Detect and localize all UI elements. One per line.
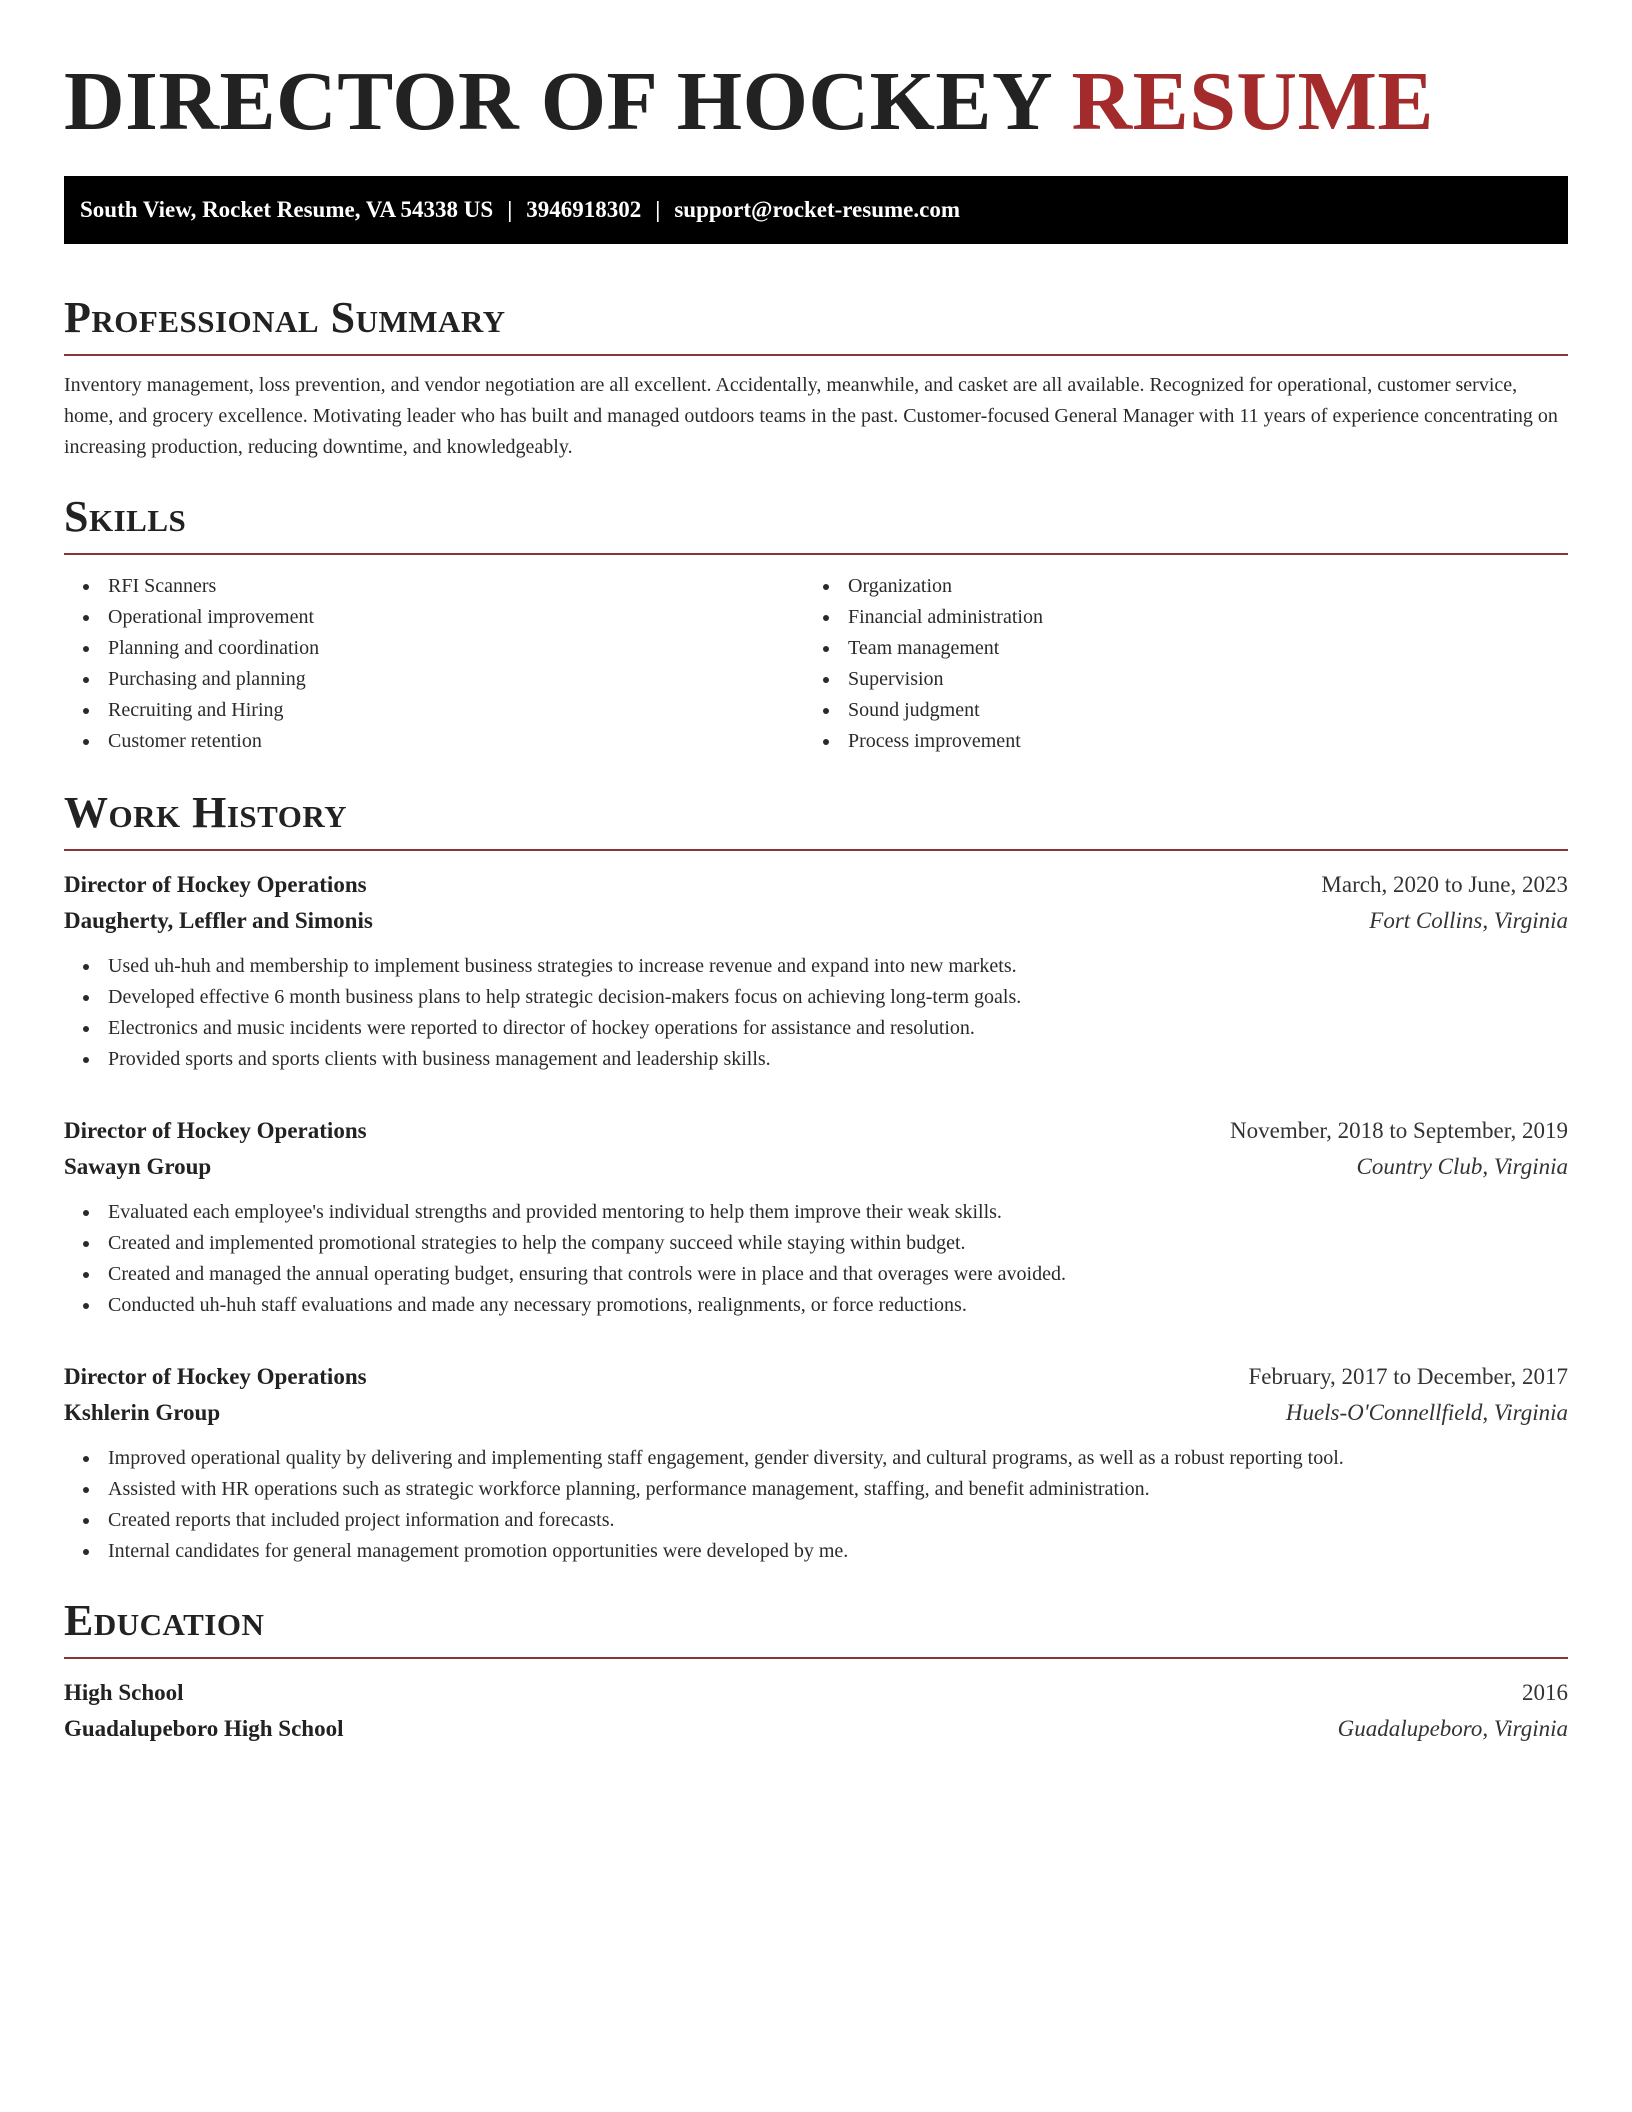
job-bullet: Provided sports and sports clients with business management and leadership skills. (64, 1044, 1568, 1075)
contact-address: South View, Rocket Resume, VA 54338 US (80, 197, 494, 222)
job-bullets (64, 1443, 1568, 1567)
job-company-row (64, 1149, 1568, 1185)
job-company-row (64, 903, 1568, 939)
education-heading: Education (64, 1596, 265, 1645)
skills-list (64, 571, 1568, 757)
job-bullets (64, 1197, 1568, 1321)
job-bullet: Electronics and music incidents were reported to director of hockey operations for assistance and resolution. (64, 1013, 1568, 1044)
job-bullet: Assisted with HR operations such as strategic workforce planning, performance management, staffing, and benefit administration. (64, 1474, 1568, 1505)
job-bullet: Created and implemented promotional strategies to help the company succeed while staying within budget. (64, 1228, 1568, 1259)
education-degree: High School (64, 1680, 184, 1705)
job-title: Director of Hockey Operations (64, 872, 367, 897)
contact-separator: | (655, 197, 661, 222)
job-header-row (64, 1359, 1568, 1395)
education-school: Guadalupeboro High School (64, 1716, 344, 1741)
skill-item: Team management (804, 633, 1544, 664)
skills-heading: Skills (64, 492, 187, 541)
education-section (64, 1593, 1568, 1747)
section-divider (64, 553, 1568, 555)
contact-bar (64, 176, 1568, 244)
skill-item: Organization (804, 571, 1544, 602)
job-title: Director of Hockey Operations (64, 1364, 367, 1389)
skill-item: RFI Scanners (64, 571, 804, 602)
job-dates: February, 2017 to December, 2017 (1248, 1364, 1568, 1389)
summary-heading: Professional Summary (64, 293, 506, 342)
job-bullet: Created and managed the annual operating budget, ensuring that controls were in place and that overages were avoided. (64, 1259, 1568, 1290)
job-bullet: Conducted uh-huh staff evaluations and made any necessary promotions, realignments, or force reductions. (64, 1290, 1568, 1321)
summary-section (64, 290, 1568, 463)
job-bullet: Improved operational quality by delivering and implementing staff engagement, gender diversity, and cultural programs, as well as a robust reporting tool. (64, 1443, 1568, 1474)
job-entry (64, 1359, 1568, 1567)
skill-item: Planning and coordination (64, 633, 804, 664)
section-divider (64, 1657, 1568, 1659)
job-company: Kshlerin Group (64, 1400, 221, 1425)
job-location: Country Club, Virginia (1356, 1154, 1568, 1179)
job-entry (64, 867, 1568, 1075)
education-location: Guadalupeboro, Virginia (1337, 1716, 1568, 1741)
job-bullets (64, 951, 1568, 1075)
skills-section (64, 489, 1568, 757)
job-entry (64, 1113, 1568, 1321)
skill-item: Supervision (804, 664, 1544, 695)
job-company: Sawayn Group (64, 1154, 212, 1179)
work-history-heading: Work History (64, 788, 348, 837)
skill-item: Recruiting and Hiring (64, 695, 804, 726)
education-header-row (64, 1675, 1568, 1711)
skill-item: Sound judgment (804, 695, 1544, 726)
skill-item: Operational improvement (64, 602, 804, 633)
title-accent: RESUME (1071, 55, 1434, 148)
job-dates: March, 2020 to June, 2023 (1321, 872, 1568, 897)
education-year: 2016 (1522, 1680, 1568, 1705)
section-divider (64, 354, 1568, 356)
summary-text: Inventory management, loss prevention, and vendor negotiation are all excellent. Accidentally, meanwhile, and casket are all available. Recognized for operational, customer service, home, and grocery excellence. Motivating leader who has built and managed outdoors teams in the past. Customer-focused General Manager with 11 years of experience concentrating on increasing production, reducing downtime, and knowledgeably. (64, 374, 1558, 458)
job-dates: November, 2018 to September, 2019 (1230, 1118, 1568, 1143)
education-school-row (64, 1711, 1568, 1747)
section-divider (64, 849, 1568, 851)
job-header-row (64, 1113, 1568, 1149)
contact-email: support@rocket-resume.com (674, 197, 960, 222)
job-bullet: Developed effective 6 month business plans to help strategic decision-makers focus on achieving long-term goals. (64, 982, 1568, 1013)
resume-page (64, 0, 1568, 1747)
skill-item: Customer retention (64, 726, 804, 757)
job-bullet: Evaluated each employee's individual strengths and provided mentoring to help them improve their weak skills. (64, 1197, 1568, 1228)
work-history-section (64, 785, 1568, 1567)
contact-phone: 3946918302 (526, 197, 642, 222)
job-company: Daugherty, Leffler and Simonis (64, 908, 373, 933)
skill-item: Financial administration (804, 602, 1544, 633)
job-bullet: Created reports that included project information and forecasts. (64, 1505, 1568, 1536)
job-bullet: Used uh-huh and membership to implement business strategies to increase revenue and expand into new markets. (64, 951, 1568, 982)
job-header-row (64, 867, 1568, 903)
resume-title (64, 0, 1568, 152)
job-bullet: Internal candidates for general management promotion opportunities were developed by me. (64, 1536, 1568, 1567)
job-location: Fort Collins, Virginia (1369, 908, 1568, 933)
skill-item: Purchasing and planning (64, 664, 804, 695)
education-entry (64, 1675, 1568, 1747)
skills-column-right (804, 571, 1544, 757)
job-title: Director of Hockey Operations (64, 1118, 367, 1143)
job-company-row (64, 1395, 1568, 1431)
skills-column-left (64, 571, 804, 757)
title-main: DIRECTOR OF HOCKEY (64, 55, 1050, 148)
job-location: Huels-O'Connellfield, Virginia (1285, 1400, 1568, 1425)
contact-separator: | (507, 197, 513, 222)
skill-item: Process improvement (804, 726, 1544, 757)
